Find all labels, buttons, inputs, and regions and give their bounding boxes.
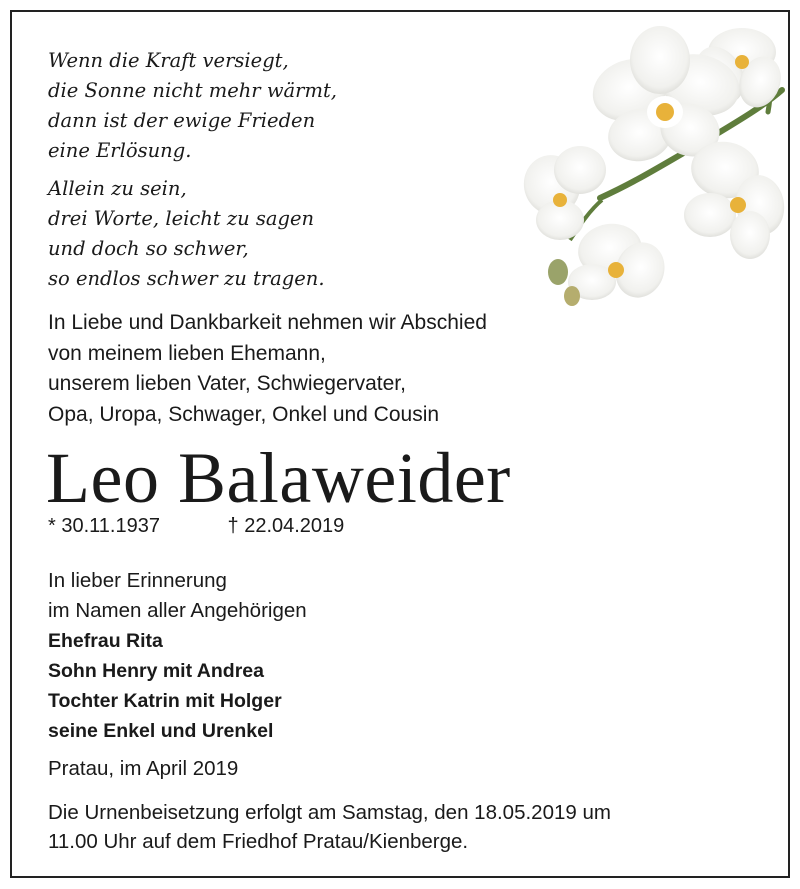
obituary-card xyxy=(10,10,790,878)
poem-line: Wenn die Kraft versiegt, xyxy=(48,49,289,72)
family-member: Sohn Henry mit Andrea xyxy=(48,660,264,682)
death-date: † 22.04.2019 xyxy=(227,515,345,537)
closing-line: im Namen aller Angehörigen xyxy=(48,599,307,622)
poem-line: Allein zu sein, xyxy=(48,177,187,200)
intro-line: In Liebe und Dankbarkeit nehmen wir Abschied xyxy=(48,311,487,334)
orchid-image xyxy=(510,20,786,306)
family-member: Ehefrau Rita xyxy=(48,630,163,652)
poem-line: drei Worte, leicht zu sagen xyxy=(48,207,315,230)
mourners-block xyxy=(48,566,307,746)
intro-line: unserem lieben Vater, Schwiegervater, xyxy=(48,372,406,395)
poem xyxy=(48,46,337,302)
burial-notice xyxy=(48,798,611,856)
poem-line: eine Erlösung. xyxy=(48,139,192,162)
poem-line: die Sonne nicht mehr wärmt, xyxy=(48,79,337,102)
farewell-intro xyxy=(48,308,487,430)
poem-stanza-1 xyxy=(48,46,337,166)
family-member: seine Enkel und Urenkel xyxy=(48,720,274,742)
closing-line: In lieber Erinnerung xyxy=(48,569,227,592)
family-member: Tochter Katrin mit Holger xyxy=(48,690,282,712)
place-date: Pratau, im April 2019 xyxy=(48,757,239,780)
poem-line: und doch so schwer, xyxy=(48,237,249,260)
burial-line: Die Urnenbeisetzung erfolgt am Samstag, den 18.05.2019 um xyxy=(48,801,611,824)
poem-line: so endlos schwer zu tragen. xyxy=(48,267,325,290)
burial-line: 11.00 Uhr auf dem Friedhof Pratau/Kienberge. xyxy=(48,830,469,853)
intro-line: von meinem lieben Ehemann, xyxy=(48,341,326,365)
poem-line: dann ist der ewige Frieden xyxy=(48,109,316,132)
poem-stanza-2 xyxy=(48,174,337,294)
birth-date: * 30.11.1937 xyxy=(48,515,160,537)
life-dates xyxy=(48,512,344,540)
intro-line: Opa, Uropa, Schwager, Onkel und Cousin xyxy=(48,402,440,426)
deceased-name: Leo Balaweider xyxy=(46,438,511,518)
